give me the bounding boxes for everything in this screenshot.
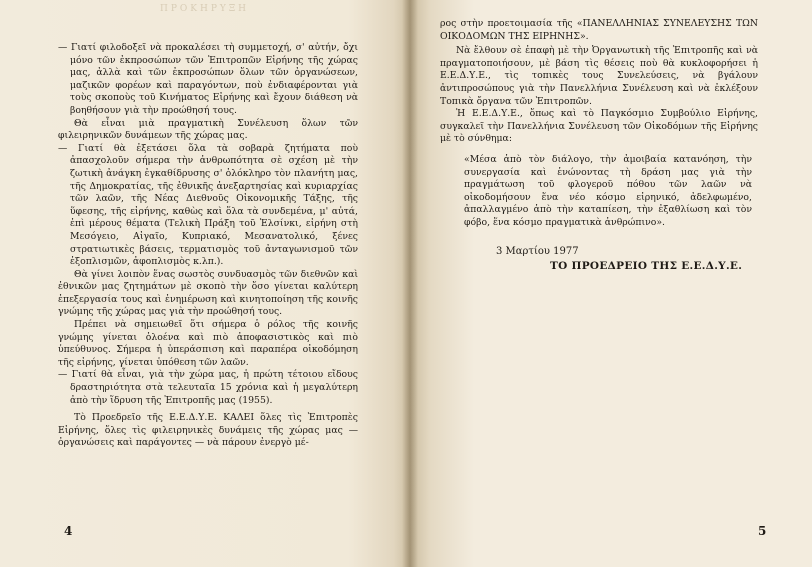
right-text-column [440, 18, 758, 273]
slogan-quote: «Μέσα ἀπὸ τὸν διάλογο, τὴν ἀμοιβαία κατανόηση, τὴν συνεργασία καὶ ἑνώνοντας τὴ δράση μας γιὰ τὴν πραγμάτωση τοῦ φλογεροῦ πόθου τῶν λαῶν νὰ οἰκοδομήσουν ἕνα νέο κόσμο εἰρηνικό, ἀδελφωμένο, ἀπαλλαγμένο ἀπὸ τὴν καταπίεση, τὴν ἐξαθλίωση καὶ τὸν φόβο, ἕνα κόσμο πραγματικὰ ἀνθρώπινο». [464, 153, 752, 228]
bleed-through-header: ΠΡΟΚΗΡΥΞΗ [160, 4, 250, 14]
document-date: 3 Μαρτίου 1977 [496, 245, 579, 257]
paragraph: Πρέπει νὰ σημειωθεῖ ὅτι σήμερα ὁ ρόλος τῆς κοινῆς γνώμης γίνεται ὁλοένα καὶ πιὸ ἀποφασιστικὸς καὶ πιὸ ὑπεύθυνος. Σήμερα ἡ ὑπεράσπιση καὶ παραπέρα οἰκοδόμηση τῆς εἰρήνης, γίνεται ὑπόθεση τῶν λαῶν. [58, 319, 358, 368]
book-gutter [402, 0, 418, 567]
paragraph: Θὰ εἶναι μιὰ πραγματικὴ Συνέλευση ὅλων τῶν φιλειρηνικῶν δυνάμεων τῆς χώρας μας. [58, 117, 358, 142]
paragraph: — Γιατί θὰ εἶναι, γιὰ τὴν χώρα μας, ἡ πρώτη τέτοιου εἴδους δραστηριότητα στὰ τελευταῖα 15 χρόνια καὶ ἡ μεγαλύτερη ἀπὸ τὴν ἵδρυση τῆς Ἐπιτροπῆς μας (1955). [58, 369, 358, 406]
paragraph: Θὰ γίνει λοιπὸν ἕνας σωστὸς συνδυασμὸς τῶν διεθνῶν καὶ ἐθνικῶν μας ζητημάτων μὲ σκοπὸ τὴν ὅσο γίνεται καλύτερη ἐπεξεργασία τους καὶ ἐνημέρωση καὶ κινητοποίηση τῆς κοινῆς γνώμης τῆς χώρας μας γιὰ τὴν προώθησή τους. [58, 268, 358, 318]
signature: ΤΟ ΠΡΟΕΔΡΕΙΟ ΤΗΣ Ε.Ε.Δ.Υ.Ε. [550, 260, 743, 273]
paragraph: ρος στὴν προετοιμασία τῆς «ΠΑΝΕΛΛΗΝΙΑΣ ΣΥΝΕΛΕΥΣΗΣ ΤΩΝ ΟΙΚΟΔΟΜΩΝ ΤΗΣ ΕΙΡΗΝΗΣ». [440, 18, 758, 42]
paragraph: Νὰ ἔλθουν σὲ ἐπαφὴ μὲ τὴν Ὀργανωτικὴ τῆς Ἐπιτροπῆς καὶ νὰ πραγματοποιήσουν, μὲ βάση τὶς θέσεις ποὺ θὰ κυκλοφορήσει ἡ Ε.Ε.Δ.Υ.Ε., τὶς τοπικὲς τους Συνελεύσεις, νὰ βγάλουν ἀντιπροσώπους γιὰ τὴν Πανελλήνια Συνέλευση καὶ νὰ ἐκλέξουν Τοπικὰ ὄργανα τῶν Ἐπιτροπῶν. [440, 45, 758, 107]
paragraph: — Γιατί θὰ ἐξετάσει ὅλα τὰ σοβαρὰ ζητήματα ποὺ ἀπασχολοῦν σήμερα τὴν ἀνθρωπότητα σὲ σχέση μὲ τὴν ζωτικὴ ἀνάγκη ἐγκαθίδρυσης σ' ὁλόκληρο τὸν πλανήτη μας, τῆς Δημοκρατίας, τῆς ἐθνικῆς ἀνεξαρτησίας καὶ κυριαρχίας τῶν λαῶν, τῆς Νέας Διεθνοῦς Οἰκονομικῆς Τάξης, τῆς ὕφεσης, τῆς εἰρήνης, καθὼς καὶ ὅλα τὰ συνδεμένα, μ' αὐτά, ἐπὶ μέρους θέματα (Τελικὴ Πράξη τοῦ Ἑλσίνκι, εἰρήνη στὴ Μεσόγειο, Αἰγαῖο, Κυπριακό, Μεσανατολικό, ξένες στρατιωτικὲς βάσεις, τερματισμὸς τοῦ ἀνταγωνισμοῦ τῶν ἐξοπλισμῶν, ἀφοπλισμὸς κ.λπ.). [58, 142, 358, 268]
left-text-column [58, 42, 358, 450]
paragraph: — Γιατί φιλοδοξεῖ νὰ προκαλέσει τὴ συμμετοχή, σ' αὐτήν, ὄχι μόνο τῶν ἐκπροσώπων τῶν Ἐπιτροπῶν Εἰρήνης τῆς χώρας μας, ἀλλὰ καὶ τῶν ἐκπροσώπων ὅλων τῶν ὀργανώσεων, μαζικῶν φορέων καὶ παραγόντων, ποὺ ἐνδιαφέρονται γιὰ τοὺς σκοποὺς τοῦ Κινήματος Εἰρήνης καὶ ἔχουν διάθεση νὰ βοηθήσουν γιὰ τὴν προώθησή τους. [58, 42, 358, 116]
paragraph: Ἡ Ε.Ε.Δ.Υ.Ε., ὅπως καὶ τὸ Παγκόσμιο Συμβούλιο Εἰρήνης, συγκαλεῖ τὴν Πανελλήνια Συνέλευση τῶν Οἰκοδόμων τῆς Εἰρήνης μὲ τὸ σύνθημα: [440, 108, 758, 145]
paragraph: Τὸ Προεδρεῖο τῆς Ε.Ε.Δ.Υ.Ε. ΚΑΛΕΙ ὅλες τὶς Ἐπιτροπὲς Εἰρήνης, ὅλες τὶς φιλειρηνικὲς δυνάμεις τῆς χώρας μας — ὀργανώσεις καὶ παράγοντες — νὰ πάρουν ἐνεργὸ μέ- [58, 412, 358, 449]
page-number: 5 [758, 524, 767, 538]
page-number: 4 [64, 524, 73, 538]
